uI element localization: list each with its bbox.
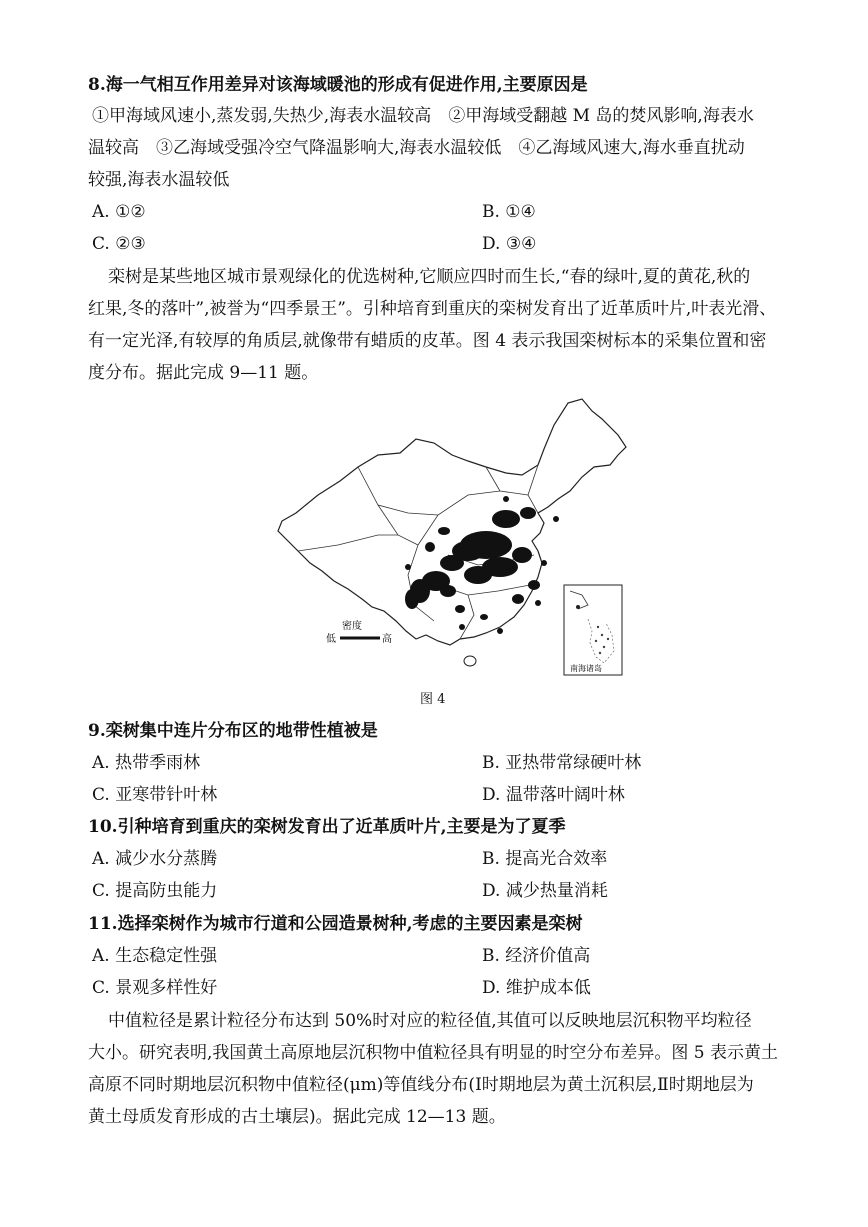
china-map bbox=[238, 395, 634, 685]
intro1-line: 度分布。据此完成 9—11 题。 bbox=[88, 363, 319, 383]
legend-high-label: 高 bbox=[382, 634, 392, 645]
figure-caption: 图 4 bbox=[420, 692, 446, 707]
q9-option-a: A. 热带季雨林 bbox=[92, 753, 201, 773]
legend-title: 密度 bbox=[342, 621, 362, 632]
q8-statement-line: 温较高 ③乙海域受强冷空气降温影响大,海表水温较低 ④乙海域风速大,海水垂直扰动 bbox=[88, 138, 745, 158]
q8-option-c: C. ②③ bbox=[92, 234, 146, 254]
q9-option-c: C. 亚寒带针叶林 bbox=[92, 785, 218, 805]
inset-label: 南海诸岛 bbox=[570, 664, 602, 673]
intro1-line: 红果,冬的落叶”,被誉为“四季景王”。引种培育到重庆的栾树发育出了近革质叶片,叶表光滑、 bbox=[88, 299, 777, 319]
intro1-line: 栾树是某些地区城市景观绿化的优选树种,它顺应四时而生长,“春的绿叶,夏的黄花,秋的 bbox=[108, 267, 751, 287]
intro1-line: 有一定光泽,有较厚的角质层,就像带有蜡质的皮革。图 4 表示我国栾树标本的采集位置和密 bbox=[88, 331, 767, 351]
q8-statement-line: ①甲海域风速小,蒸发弱,失热少,海表水温较高 ②甲海域受翻越 M 岛的焚风影响,海表水 bbox=[92, 106, 754, 126]
q8-stem: 8.海一气相互作用差异对该海域暖池的形成有促进作用,主要原因是 bbox=[88, 75, 588, 95]
intro2-line: 高原不同时期地层沉积物中值粒径(μm)等值线分布(Ⅰ时期地层为黄土沉积层,Ⅱ时期地层为 bbox=[88, 1075, 754, 1095]
legend-low-label: 低 bbox=[326, 634, 336, 645]
intro2-line: 中值粒径是累计粒径分布达到 50%时对应的粒径值,其值可以反映地层沉积物平均粒径 bbox=[108, 1011, 752, 1031]
q8-statement-line: 较强,海表水温较低 bbox=[88, 170, 230, 190]
q11-stem: 11.选择栾树作为城市行道和公园造景树种,考虑的主要因素是栾树 bbox=[88, 914, 583, 934]
q9-option-b: B. 亚热带常绿硬叶林 bbox=[482, 753, 642, 773]
q9-stem: 9.栾树集中连片分布区的地带性植被是 bbox=[88, 721, 378, 741]
q8-option-a: A. ①② bbox=[92, 202, 146, 222]
q11-option-a: A. 生态稳定性强 bbox=[92, 946, 218, 966]
q11-option-b: B. 经济价值高 bbox=[482, 946, 591, 966]
q8-option-d: D. ③④ bbox=[482, 234, 537, 254]
q10-option-c: C. 提高防虫能力 bbox=[92, 881, 218, 901]
china-map-figure bbox=[238, 395, 634, 685]
q11-option-d: D. 维护成本低 bbox=[482, 978, 591, 998]
q10-option-a: A. 减少水分蒸腾 bbox=[92, 849, 218, 869]
q10-stem: 10.引种培育到重庆的栾树发育出了近革质叶片,主要是为了夏季 bbox=[88, 817, 566, 837]
q10-option-b: B. 提高光合效率 bbox=[482, 849, 608, 869]
q8-option-b: B. ①④ bbox=[482, 202, 536, 222]
q11-option-c: C. 景观多样性好 bbox=[92, 978, 218, 998]
q10-option-d: D. 减少热量消耗 bbox=[482, 881, 608, 901]
south-sea-inset bbox=[564, 585, 622, 675]
intro2-line: 大小。研究表明,我国黄土高原地层沉积物中值粒径具有明显的时空分布差异。图 5 表示黄土 bbox=[88, 1043, 779, 1063]
intro2-line: 黄土母质发育形成的古土壤层)。据此完成 12—13 题。 bbox=[88, 1107, 506, 1127]
q9-option-d: D. 温带落叶阔叶林 bbox=[482, 785, 625, 805]
